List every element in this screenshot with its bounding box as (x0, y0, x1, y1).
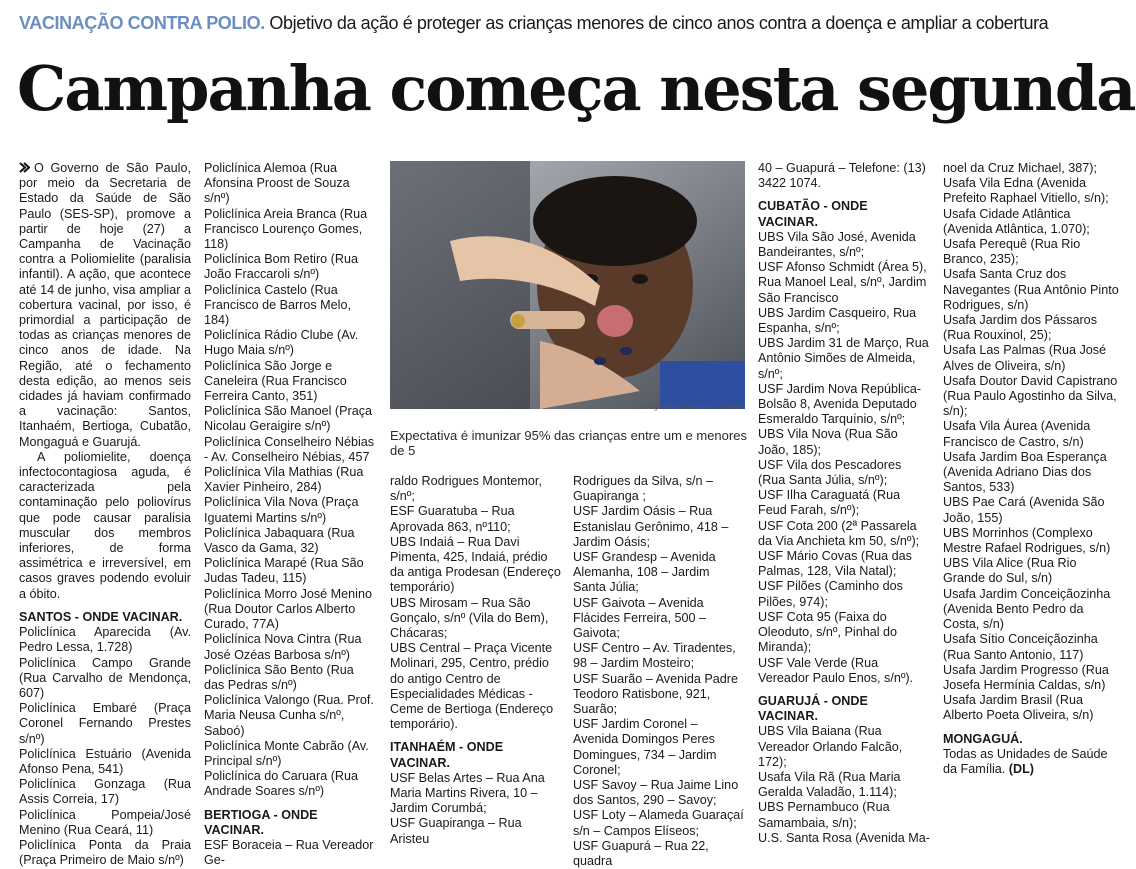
author-signature: (DL) (1008, 761, 1034, 776)
body-paragraph: A poliomielite, doença infectocontagiosa aguda, é caracterizada pela contaminação pelo poliovírus que pode causar paralisia muscular dos membros inferiores, de forma assimétrica e irreversível, em casos graves podendo evoluir a óbito. (19, 449, 191, 601)
list-item: Policlínica Vila Mathias (Rua Xavier Pinheiro, 284) (204, 465, 364, 495)
photo-caption: Expectativa é imunizar 95% das crianças entre um e menores de 5 (390, 428, 747, 458)
list-item: Policlínica Jabaquara (Rua Vasco da Gama, 32) (204, 525, 355, 556)
list-item: UBS Jardim 31 de Março, Rua Antônio Simões de Almeida, s/nº; (758, 336, 929, 381)
list-item: USF Vale Verde (Rua Vereador Paulo Enos, s/nº). (758, 655, 914, 685)
list-item: Usafa Jardim Boa Esperança (Avenida Adriano Dias dos Santos, 533) (943, 449, 1107, 495)
list-item: Policlínica São Bento (Rua das Pedras s/nº) (204, 662, 354, 692)
lead-paragraph (19, 161, 191, 450)
list-item: Policlínica Monte Cabrão (Av. Principal s/nº) (204, 738, 369, 768)
list-item: USF Pilões (Caminho dos Pilões, 974); (758, 579, 903, 609)
list-item: USF Jardim Coronel – Avenida Domingos Peres Domingues, 734 – Jardim Coronel; (573, 717, 717, 777)
photo-credit: Thiago Neme/Gazeta de S.Paulo (640, 404, 743, 411)
list-item: UBS Mirosam – Rua São Gonçalo, s/nº (Vila do Bem), Chácaras; (390, 595, 549, 641)
photo-illustration (390, 161, 745, 409)
list-item: ESF Guaratuba – Rua Aprovada 863, nº110; (390, 504, 515, 534)
chevron-right-icon (19, 162, 30, 173)
list-item: Usafa Cidade Atlântica (Avenida Atlântica, 1.070); (943, 206, 1090, 236)
section-title-bertioga: BERTIOGA - ONDE VACINAR. (204, 807, 318, 837)
list-item: Usafa Vila Áurea (Avenida Francisco de Castro, s/n) (943, 419, 1091, 449)
column-5 (758, 161, 930, 846)
column-3 (390, 474, 562, 847)
list-item: USF Jardim Nova República-Bolsão 8, Avenida Deputado Esmeraldo Tarquínio, s/nº; (758, 381, 922, 427)
section-title-itanhaem: ITANHAÉM - ONDE VACINAR. (390, 740, 504, 770)
list-item: UBS Jardim Casqueiro, Rua Espanha, s/nº; (758, 305, 917, 336)
section-title-guaruja: GUARUJÁ - ONDE VACINAR. (758, 693, 868, 724)
column-2 (204, 161, 376, 868)
lead-text: O Governo de São Paulo, por meio da Secretaria de Estado da Saúde de São Paulo (SES-SP), promove a partir de hoje (27) a Campanha de Vacinação contra a Poliomielite (paralisia infantil). A ação, que acontece até 14 de junho, visa ampliar a cobertura vacinal, por isso, é primordial a participação de todas as crianças menores de cinco anos de idade. Na Região, até o fechamento desta edição, ao menos seis cidades já haviam confirmado a vacinação: Santos, Itanhaém, Bertioga, Cubatão, Mongaguá e Guarujá. (19, 161, 191, 449)
list-item: USF Savoy – Rua Jaime Lino dos Santos, 290 – Savoy; (573, 778, 739, 808)
list-item: UBS Indaiá – Rua Davi Pimenta, 425, Indaiá, prédio da antiga Prodesan (Endereço temporário) (390, 534, 561, 595)
list-item: UBS Central – Praça Vicente Molinari, 295, Centro, prédio do antigo Centro de Especialidades Médicas - Ceme de Bertioga (Endereço temporário). (390, 641, 554, 732)
list-item: USF Ilha Caraguatá (Rua Feud Farah, s/nº); (758, 488, 901, 518)
list-item: Usafa Vila Edna (Avenida Prefeito Raphael Vitiello, s/n); (943, 176, 1109, 206)
santos-list (19, 625, 191, 868)
list-item: UBS Pae Cará (Avenida São João, 155) (943, 495, 1105, 525)
list-item: Policlínica Gonzaga (Rua Assis Correia, 17) (19, 777, 191, 807)
column-6 (943, 161, 1119, 777)
list-item: Usafa Jardim Brasil (Rua Alberto Poeta Oliveira, s/n) (943, 693, 1094, 723)
list-item: USF Mário Covas (Rua das Palmas, 128, Vila Natal); (758, 549, 912, 579)
list-item: Usafa Jardim Progresso (Rua Josefa Hermínia Caldas, s/n) (943, 662, 1109, 692)
list-item: ESF Boraceia – Rua Vereador Ge- (204, 837, 374, 868)
list-item: Policlínica Conselheiro Nébias - Av. Conselheiro Nébias, 457 (204, 434, 375, 464)
list-item: noel da Cruz Michael, 387); (943, 161, 1098, 175)
santos-list-continued (204, 161, 376, 800)
list-item: Policlínica Embaré (Praça Coronel Fernando Prestes s/nº) (19, 701, 191, 746)
list-item: Usafa Jardim dos Pássaros (Rua Rouxinol, 25); (943, 313, 1097, 343)
list-item: Policlínica Ponta da Praia (Praça Primeiro de Maio s/nº) (19, 837, 191, 868)
list-item: Usafa Jardim Conceiçãozinha (Avenida Bento Pedro da Costa, s/n) (943, 586, 1111, 632)
list-item: Policlínica São Manoel (Praça Nicolau Geraigire s/nº) (204, 404, 372, 434)
list-item: Policlínica do Caruara (Rua Andrade Soares s/nº) (204, 769, 358, 799)
section-title-cubatao: CUBATÃO - ONDE VACINAR. (758, 199, 868, 229)
mongagua-body: Todas as Unidades de Saúde da Família. (943, 746, 1108, 776)
list-item: U.S. Santa Rosa (Avenida Ma- (758, 830, 930, 845)
list-item: Usafa Sítio Conceiçãozinha (Rua Santo Antonio, 117) (943, 632, 1098, 662)
list-item: USF Gaivota – Avenida Flácides Ferreira, 500 – Gaivota; (573, 595, 706, 641)
list-item: USF Suarão – Avenida Padre Teodoro Ratisbone, 921, Suarão; (573, 671, 738, 717)
list-item: Policlínica Areia Branca (Rua Francisco Lourenço Gomes, 118) (204, 206, 368, 252)
list-item: USF Afonso Schmidt (Área 5), Rua Manoel Leal, s/nº, Jardim São Francisco (758, 260, 927, 305)
list-item: USF Vila dos Pescadores (Rua Santa Júlia, s/nº); (758, 457, 902, 488)
list-item: USF Loty – Alameda Guaraçaí s/n – Campos Elíseos; (573, 808, 744, 838)
list-item: Usafa Vila Rã (Rua Maria Geralda Valadão, 1.114); (758, 769, 901, 800)
list-item: USF Belas Artes – Rua Ana Maria Martins Rivera, 10 – Jardim Corumbá; (390, 770, 545, 816)
list-item: Policlínica Pompeia/José Menino (Rua Ceará, 11) (19, 807, 191, 837)
list-item: UBS Morrinhos (Complexo Mestre Rafael Rodrigues, s/n) (943, 525, 1111, 556)
list-item: Policlínica Morro José Menino (Rua Doutor Carlos Alberto Curado, 77A) (204, 586, 372, 632)
list-item: Usafa Doutor David Capistrano (Rua Paulo Agostinho da Silva, s/n); (943, 373, 1118, 419)
list-item: Policlínica Castelo (Rua Francisco de Barros Melo, 184) (204, 282, 351, 328)
list-item: Policlínica Vila Nova (Praça Iguatemi Martins s/nº) (204, 495, 359, 525)
list-item: Policlínica Aparecida (Av. Pedro Lessa, 1.728) (19, 625, 191, 655)
list-item: USF Cota 95 (Faixa do Oleoduto, s/nº, Pinhal do Miranda); (758, 609, 898, 655)
list-item: Policlínica Marapé (Rua São Judas Tadeu, 115) (204, 556, 364, 586)
section-title-mongagua: MONGAGUÁ. (943, 731, 1023, 746)
list-item: USF Jardim Oásis – Rua Estanislau Gerônimo, 418 – Jardim Oásis; (573, 504, 729, 549)
list-item: Usafa Santa Cruz dos Navegantes (Rua Antônio Pinto Rodrigues, s/n) (943, 267, 1119, 312)
headline: Campanha começa nesta segunda (17, 52, 1135, 125)
list-item: UBS Vila Alice (Rua Rio Grande do Sul, s/n) (943, 556, 1077, 586)
list-item: Policlínica Campo Grande (Rua Carvalho de Mendonça, 607) (19, 655, 191, 700)
list-item: USF Guapurá – Rua 22, quadra (573, 838, 709, 869)
list-item: Policlínica Estuário (Avenida Afonso Pena, 541) (19, 746, 191, 776)
list-item: USF Cota 200 (2ª Passarela da Via Anchieta km 50, s/nº); (758, 518, 920, 548)
list-item: Policlínica Alemoa (Rua Afonsina Proost de Souza s/nº) (204, 161, 350, 206)
list-item: USF Grandesp – Avenida Alemanha, 108 – Jardim Santa Júlia; (573, 550, 716, 595)
kicker-subtitle: Objetivo da ação é proteger as crianças menores de cinco anos contra a doença e ampliar a cobertura (269, 13, 1049, 33)
list-item: raldo Rodrigues Montemor, s/nº; (390, 474, 542, 504)
list-item: UBS Pernambuco (Rua Samambaia, s/n); (758, 800, 890, 830)
list-item: Usafa Las Palmas (Rua José Alves de Oliveira, s/n) (943, 343, 1107, 373)
kicker-tag: VACINAÇÃO CONTRA POLIO. (19, 13, 265, 33)
list-item: UBS Vila São José, Avenida Bandeirantes, s/nº; (758, 229, 916, 260)
list-item: Policlínica Nova Cintra (Rua José Ozéas Barbosa s/nº) (204, 632, 362, 662)
list-item: Usafa Perequê (Rua Rio Branco, 235); (943, 237, 1081, 267)
list-item: UBS Vila Nova (Rua São João, 185); (758, 427, 898, 457)
list-item: Rodrigues da Silva, s/n – Guapiranga ; (573, 474, 714, 504)
list-item: 40 – Guapurá – Telefone: (13) 3422 1074. (758, 161, 926, 191)
list-item: Policlínica Valongo (Rua. Prof. Maria Neusa Cunha s/nº, Saboó) (204, 693, 374, 738)
section-title-santos: SANTOS - ONDE VACINAR. (19, 609, 183, 624)
list-item: USF Guapiranga – Rua Aristeu (390, 816, 522, 846)
list-item: UBS Vila Baiana (Rua Vereador Orlando Falcão, 172); (758, 724, 903, 769)
list-item: Policlínica Bom Retiro (Rua João Fraccaroli s/nº) (204, 252, 358, 282)
list-item: Policlínica São Jorge e Caneleira (Rua Francisco Ferreira Canto, 351) (204, 358, 347, 404)
column-4 (573, 474, 745, 869)
list-item: USF Centro – Av. Tiradentes, 98 – Jardim Mosteiro; (573, 641, 736, 671)
column-1 (19, 161, 191, 868)
mongagua-text (943, 747, 1119, 777)
photo-vaccination (390, 161, 745, 409)
list-item: Policlínica Rádio Clube (Av. Hugo Maia s/nº) (204, 328, 359, 358)
kicker (19, 13, 1119, 34)
